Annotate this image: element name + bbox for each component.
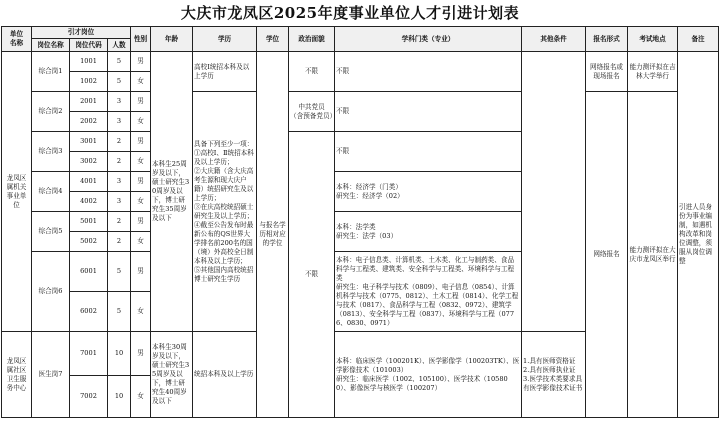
- post-name: 综合岗1: [32, 52, 70, 92]
- post-code: 6001: [70, 252, 108, 292]
- post-code: 2001: [70, 92, 108, 112]
- discipline-post2: 不限: [335, 92, 522, 132]
- col-apply: 报名形式: [586, 27, 628, 52]
- other-post7: 1.具有医师资格证 2.具有医师执业证 3.医学技术类要求具有医学影像技术证书: [522, 332, 586, 418]
- table-row: [2, 52, 719, 72]
- post-gender: 女: [131, 112, 151, 132]
- col-unit-name: 单位 名称: [2, 27, 32, 52]
- post-code: 2002: [70, 112, 108, 132]
- post-gender: 女: [131, 232, 151, 252]
- post-count: 2: [108, 212, 131, 232]
- col-count: 人数: [108, 39, 131, 52]
- col-post-name: 岗位名称: [32, 39, 70, 52]
- post-name: 综合岗3: [32, 132, 70, 172]
- col-political: 政治面貌: [289, 27, 335, 52]
- remark-cell: 引进人员身份为事业编制，如遇机构改革和岗位调整，须服从岗位调整: [678, 52, 719, 418]
- post-count: 2: [108, 232, 131, 252]
- discipline-post3: 不限: [335, 132, 522, 172]
- education-organ-rest: 具备下列至少一项： ①高校Ⅰ、Ⅱ统招本科及以上学历； ②大庆籍（含大庆高考生源和现大庆户籍）统招研究生及以上学历； ③在庆高校统招硕士研究生及以上学历； ④截至公告发布时最新公布的QS世界大学排名前200名的国（境）外高校全日制本科及以上学历； ⑤其他国内高校统招博士研究生学历: [193, 92, 257, 332]
- post-gender: 男: [131, 332, 151, 376]
- post-gender: 女: [131, 72, 151, 92]
- col-education: 学历: [193, 27, 257, 52]
- post-code: 4002: [70, 192, 108, 212]
- post-gender: 女: [131, 292, 151, 332]
- table-row: [2, 92, 719, 112]
- col-remark: 备注: [678, 27, 719, 52]
- post-code: 6002: [70, 292, 108, 332]
- post-name: 综合岗2: [32, 92, 70, 132]
- post-count: 5: [108, 252, 131, 292]
- post-code: 7002: [70, 376, 108, 418]
- discipline-post1: 不限: [335, 52, 522, 92]
- unit-name-health: 龙凤区 属社区 卫生服 务中心: [2, 332, 32, 418]
- post-code: 4001: [70, 172, 108, 192]
- post-name: 综合岗4: [32, 172, 70, 212]
- header-row-1: [2, 27, 719, 39]
- post-name: 综合岗5: [32, 212, 70, 252]
- age-health: 本科生30周岁及以下，硕士研究生35周岁及以下，博士研究生40周岁及以下: [151, 332, 193, 418]
- unit-name-organ: 龙凤区 属机关 事业单 位: [2, 52, 32, 332]
- page-title: 大庆市龙凤区2025年度事业单位人才引进计划表: [180, 4, 520, 22]
- recruitment-table: [1, 26, 719, 418]
- post-code: 1001: [70, 52, 108, 72]
- apply-rest: 网络报名: [586, 92, 628, 418]
- col-degree: 学位: [257, 27, 289, 52]
- col-gender: 性别: [131, 27, 151, 52]
- post-gender: 男: [131, 52, 151, 72]
- education-health: 统招本科及以上学历: [193, 332, 257, 418]
- discipline-post4: 本科：经济学（门类） 研究生：经济学（02）: [335, 172, 522, 212]
- post-code: 5001: [70, 212, 108, 232]
- post-count: 5: [108, 292, 131, 332]
- col-exam: 考试地点: [628, 27, 678, 52]
- col-other: 其他条件: [522, 27, 586, 52]
- post-code: 7001: [70, 332, 108, 376]
- post-gender: 男: [131, 172, 151, 192]
- post-name: 综合岗6: [32, 252, 70, 332]
- discipline-post6: 本科：电子信息类、计算机类、土木类、化工与制药类、食品科学与工程类、建筑类、安全科学与工程类、环境科学与工程类 研究生：电子科学与技术（0809）、电子信息（0854）、计算机科学与技术（0775、0812）、土木工程（0814）、化学工程与技术（0817）、食品科学与工程（0832、0972）、建筑学（0813）、安全科学与工程（0837）、环境科学与工程（0776、0830、0971）: [335, 252, 522, 332]
- post-gender: 男: [131, 92, 151, 112]
- other-organ: [522, 52, 586, 332]
- age-organ: 本科生25周岁及以下，硕士研究生30周岁及以下，博士研究生35周岁及以下: [151, 52, 193, 332]
- discipline-post7: 本科：临床医学（100201K）、医学影像学（100203TK）、医学影像技术（101003） 研究生：临床医学（1002、105100）、医学技术（105800）、影像医学与核医学（100207）: [335, 332, 522, 418]
- exam-post1: 能力测评拟在吉林大学举行: [628, 52, 678, 92]
- post-code: 3001: [70, 132, 108, 152]
- post-count: 3: [108, 172, 131, 192]
- col-post-code: 岗位代码: [70, 39, 108, 52]
- education-post1: 高校Ⅰ统招本科及以上学历: [193, 52, 257, 92]
- post-gender: 女: [131, 376, 151, 418]
- post-gender: 男: [131, 212, 151, 232]
- col-post-group: 引才岗位: [32, 27, 131, 39]
- exam-rest: 能力测评拟在大庆市龙凤区举行: [628, 92, 678, 418]
- post-gender: 男: [131, 252, 151, 292]
- post-count: 3: [108, 112, 131, 132]
- post-count: 5: [108, 52, 131, 72]
- post-count: 5: [108, 72, 131, 92]
- discipline-post5: 本科：法学类 研究生：法学（03）: [335, 212, 522, 252]
- post-gender: 男: [131, 132, 151, 152]
- post-count: 10: [108, 332, 131, 376]
- degree-cell: 与报名学历相对应的学位: [257, 52, 289, 418]
- post-count: 10: [108, 376, 131, 418]
- post-gender: 女: [131, 192, 151, 212]
- post-code: 3002: [70, 152, 108, 172]
- post-count: 2: [108, 152, 131, 172]
- political-post1: 不限: [289, 52, 335, 92]
- post-code: 1002: [70, 72, 108, 92]
- post-count: 3: [108, 192, 131, 212]
- apply-post1: 网络报名或现场报名: [586, 52, 628, 92]
- post-count: 2: [108, 132, 131, 152]
- col-age: 年龄: [151, 27, 193, 52]
- post-code: 5002: [70, 232, 108, 252]
- political-rest: 不限: [289, 132, 335, 418]
- col-discipline: 学科门类（专业）: [335, 27, 522, 52]
- post-count: 3: [108, 92, 131, 112]
- post-gender: 女: [131, 152, 151, 172]
- political-post2: 中共党员 （含预备党员）: [289, 92, 335, 132]
- post-name: 医生岗7: [32, 332, 70, 418]
